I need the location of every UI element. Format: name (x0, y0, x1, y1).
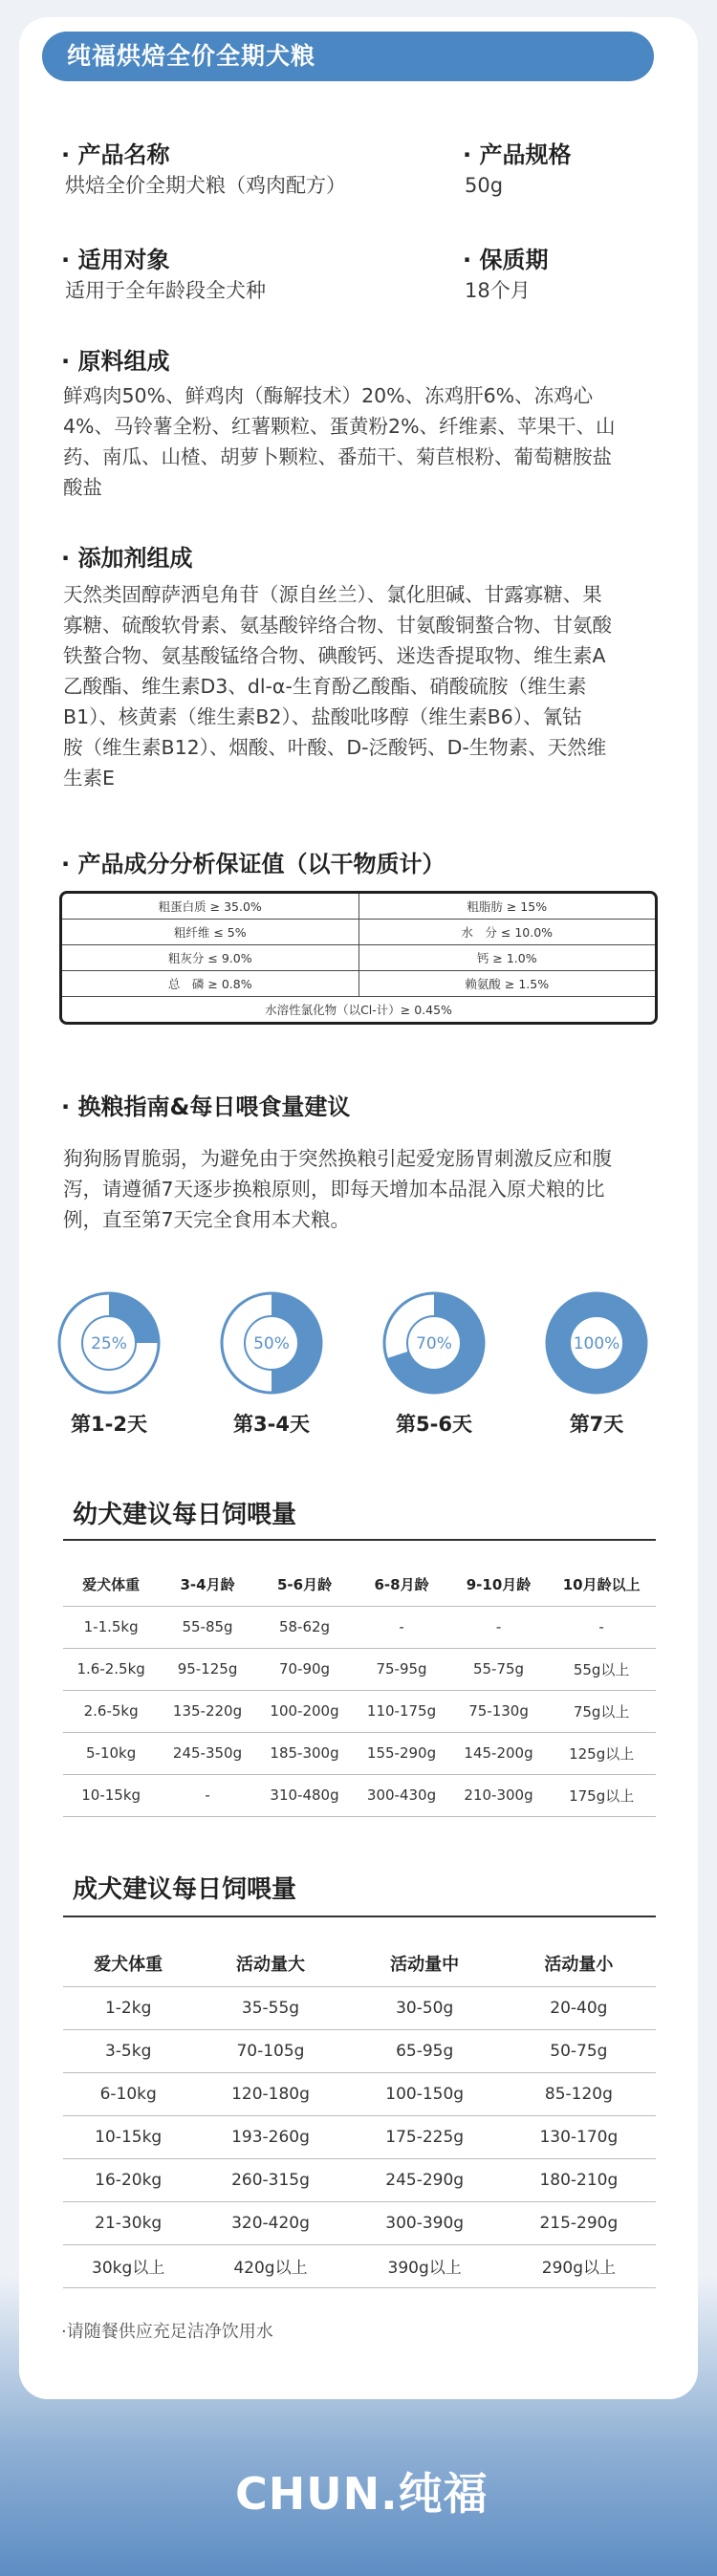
ingredients-line: 酸盐 (63, 476, 102, 499)
table-cell: 215-290g (502, 2201, 656, 2244)
table-cell: 260-315g (193, 2158, 347, 2201)
ring-percent-label: 70% (416, 1334, 452, 1353)
table-cell: 35-55g (193, 1986, 347, 2029)
table-cell: 420g以上 (193, 2244, 347, 2287)
ring-percent-label: 100% (573, 1334, 620, 1353)
table-cell: 300-430g (353, 1774, 450, 1816)
transition-line: 泻，请遵循7天逐步换粮原则，即每天增加本品混入原犬粮的比 (63, 1178, 605, 1201)
column-header: 6-8月龄 (353, 1564, 450, 1606)
ring-percent-label: 25% (91, 1334, 127, 1353)
additives-line: 生素E (63, 767, 115, 790)
table-cell: 6-10kg (63, 2072, 193, 2115)
analysis-row (62, 920, 655, 945)
transition-line: 狗狗肠胃脆弱，为避免由于突然换粮引起爱宠肠胃刺激反应和腹 (63, 1147, 612, 1170)
table-cell: 55-85g (159, 1606, 256, 1648)
progress-ring-icon (544, 1290, 649, 1396)
target-label: · 适用对象 (61, 241, 169, 274)
shelf-life-label: · 保质期 (463, 241, 548, 274)
column-header: 活动量小 (502, 1940, 656, 1986)
transition-line: 例，直至第7天完全食用本犬粮。 (63, 1208, 351, 1231)
table-header-row (63, 1940, 656, 1986)
additives-label: · 添加剂组成 (61, 539, 192, 573)
analysis-row (62, 945, 655, 971)
table-cell: 130-170g (502, 2115, 656, 2158)
analysis-cell: 赖氨酸 ≥ 1.5% (358, 970, 655, 996)
table-cell: 21-30kg (63, 2201, 193, 2244)
table-cell: 10-15kg (63, 1774, 159, 1816)
column-header: 5-6月龄 (256, 1564, 354, 1606)
target-value: 适用于全年龄段全犬种 (65, 279, 266, 302)
table-cell: 20-40g (502, 1986, 656, 2029)
table-cell: 1.6-2.5kg (63, 1648, 159, 1690)
table-cell: 30-50g (348, 1986, 502, 2029)
table-cell: 2.6-5kg (63, 1690, 159, 1732)
table-cell: 155-290g (353, 1732, 450, 1774)
transition-text (63, 1143, 648, 1235)
adult-table-title: 成犬建议每日饲喂量 (73, 1875, 297, 1904)
column-header: 10月龄以上 (547, 1564, 656, 1606)
table-cell: 100-150g (348, 2072, 502, 2115)
analysis-cell: 粗灰分 ≤ 9.0% (62, 945, 358, 971)
table-cell: 135-220g (159, 1690, 256, 1732)
brand-logo (235, 2459, 489, 2520)
table-cell: 30kg以上 (63, 2244, 193, 2287)
column-header: 爱犬体重 (63, 1564, 159, 1606)
table-cell: 175-225g (348, 2115, 502, 2158)
transition-label: · 换粮指南&每日喂食量建议 (61, 1088, 350, 1121)
table-cell: 180-210g (502, 2158, 656, 2201)
column-header: 活动量中 (348, 1940, 502, 1986)
table-row (63, 2072, 656, 2115)
table-cell: 5-10kg (63, 1732, 159, 1774)
logo-text-cn: 纯福 (398, 2468, 489, 2520)
additives-line: B1）、核黄素（维生素B2）、盐酸吡哆醇（维生素B6）、氰钴 (63, 705, 582, 728)
step-day-label: 第1-2天 (71, 1413, 147, 1436)
table-row (63, 1648, 656, 1690)
step-day-label: 第5-6天 (396, 1413, 472, 1436)
table-cell: 1-2kg (63, 1986, 193, 2029)
table-cell: 110-175g (353, 1690, 450, 1732)
table-cell: 100-200g (256, 1690, 354, 1732)
column-header: 爱犬体重 (63, 1940, 193, 1986)
column-header: 3-4月龄 (159, 1564, 256, 1606)
additives-line: 寡糖、硫酸软骨素、氨基酸锌络合物、甘氨酸铜螯合物、甘氨酸 (63, 614, 612, 637)
table-row (63, 1986, 656, 2029)
additives-line: 胺（维生素B12）、烟酸、叶酸、D-泛酸钙、D-生物素、天然维 (63, 736, 607, 759)
additives-text (63, 579, 648, 793)
table-cell: 245-350g (159, 1732, 256, 1774)
table-row (63, 2244, 656, 2287)
analysis-cell: 钙 ≥ 1.0% (358, 945, 655, 971)
table-row (63, 2201, 656, 2244)
puppy-table-title: 幼犬建议每日饲喂量 (73, 1501, 297, 1529)
ingredients-line: 药、南瓜、山楂、胡萝卜颗粒、番茄干、菊苣根粉、葡萄糖胺盐 (63, 445, 612, 468)
progress-ring-icon (381, 1290, 487, 1396)
table-cell: - (547, 1606, 656, 1648)
additives-line: 乙酸酯、维生素D3、dl-α-生育酚乙酸酯、硝酸硫胺（维生素 (63, 675, 587, 698)
table-cell: 75g以上 (547, 1690, 656, 1732)
table-cell: 75-130g (450, 1690, 548, 1732)
table-row (63, 2158, 656, 2201)
table-cell: 10-15kg (63, 2115, 193, 2158)
additives-line: 天然类固醇萨洒皂角苷（源自丝兰）、氯化胆碱、甘露寡糖、果 (63, 583, 602, 606)
product-name-value: 烘焙全价全期犬粮（鸡肉配方） (65, 174, 346, 197)
table-cell: 210-300g (450, 1774, 548, 1816)
progress-ring-icon (56, 1290, 162, 1396)
table-row (63, 2029, 656, 2072)
table-cell: 185-300g (256, 1732, 354, 1774)
ingredients-text (63, 380, 648, 503)
ingredients-line: 4%、马铃薯全粉、红薯颗粒、蛋黄粉2%、纤维素、苹果干、山 (63, 415, 616, 438)
table-cell: 65-95g (348, 2029, 502, 2072)
analysis-cell: 粗蛋白质 ≥ 35.0% (62, 894, 358, 920)
table-cell: 95-125g (159, 1648, 256, 1690)
divider (63, 1539, 656, 1541)
step-day-label: 第3-4天 (233, 1413, 310, 1436)
analysis-cell: 水溶性氯化物（以Cl-计）≥ 0.45% (62, 996, 655, 1022)
table-cell: 390g以上 (348, 2244, 502, 2287)
analysis-label: · 产品成分分析保证值（以干物质计） (61, 845, 445, 878)
product-spec-value: 50g (465, 174, 504, 197)
table-cell: 320-420g (193, 2201, 347, 2244)
analysis-cell: 总 磷 ≥ 0.8% (62, 970, 358, 996)
table-cell: - (450, 1606, 548, 1648)
ring-percent-label: 50% (253, 1334, 290, 1353)
analysis-row (62, 996, 655, 1022)
table-row (63, 1606, 656, 1648)
product-name-label: · 产品名称 (61, 136, 169, 169)
table-row (63, 1732, 656, 1774)
table-cell: 58-62g (256, 1606, 354, 1648)
column-header: 活动量大 (193, 1940, 347, 1986)
analysis-table (59, 891, 658, 1025)
table-cell: 70-105g (193, 2029, 347, 2072)
transition-step (218, 1290, 325, 1438)
table-header-row (63, 1564, 656, 1606)
table-cell: 70-90g (256, 1648, 354, 1690)
adult-feeding-table (63, 1940, 656, 2288)
step-day-label: 第7天 (569, 1413, 624, 1436)
ingredients-label: · 原料组成 (61, 342, 169, 376)
table-cell: 50-75g (502, 2029, 656, 2072)
progress-ring-icon (219, 1290, 324, 1396)
table-row (63, 2115, 656, 2158)
shelf-life-value: 18个月 (465, 279, 531, 302)
table-cell: 1-1.5kg (63, 1606, 159, 1648)
analysis-cell: 粗脂肪 ≥ 15% (358, 894, 655, 920)
table-cell: 75-95g (353, 1648, 450, 1690)
water-note: ·请随餐供应充足洁净饮用水 (61, 2322, 273, 2342)
divider (63, 1916, 656, 1917)
table-cell: 193-260g (193, 2115, 347, 2158)
transition-step (543, 1290, 650, 1438)
transition-step (55, 1290, 163, 1438)
table-cell: 120-180g (193, 2072, 347, 2115)
table-cell: 290g以上 (502, 2244, 656, 2287)
table-cell: 3-5kg (63, 2029, 193, 2072)
table-row (63, 1690, 656, 1732)
analysis-cell: 水 分 ≤ 10.0% (358, 920, 655, 945)
ingredients-line: 鲜鸡肉50%、鲜鸡肉（酶解技术）20%、冻鸡肝6%、冻鸡心 (63, 384, 594, 407)
table-cell: 125g以上 (547, 1732, 656, 1774)
analysis-row (62, 970, 655, 996)
table-row (63, 1774, 656, 1816)
table-cell: 55g以上 (547, 1648, 656, 1690)
transition-step (380, 1290, 488, 1438)
table-cell: 300-390g (348, 2201, 502, 2244)
table-cell: - (353, 1606, 450, 1648)
page-title: 纯福烘焙全价全期犬粮 (42, 32, 654, 81)
analysis-row (62, 894, 655, 920)
table-cell: 310-480g (256, 1774, 354, 1816)
column-header: 9-10月龄 (450, 1564, 548, 1606)
logo-text-en: CHUN. (235, 2468, 399, 2520)
table-cell: 145-200g (450, 1732, 548, 1774)
puppy-feeding-table (63, 1564, 656, 1817)
table-cell: - (159, 1774, 256, 1816)
table-cell: 55-75g (450, 1648, 548, 1690)
product-spec-label: · 产品规格 (463, 136, 571, 169)
table-cell: 16-20kg (63, 2158, 193, 2201)
table-cell: 245-290g (348, 2158, 502, 2201)
additives-line: 铁螯合物、氨基酸锰络合物、碘酸钙、迷迭香提取物、维生素A (63, 644, 606, 667)
table-cell: 175g以上 (547, 1774, 656, 1816)
analysis-cell: 粗纤维 ≤ 5% (62, 920, 358, 945)
table-cell: 85-120g (502, 2072, 656, 2115)
